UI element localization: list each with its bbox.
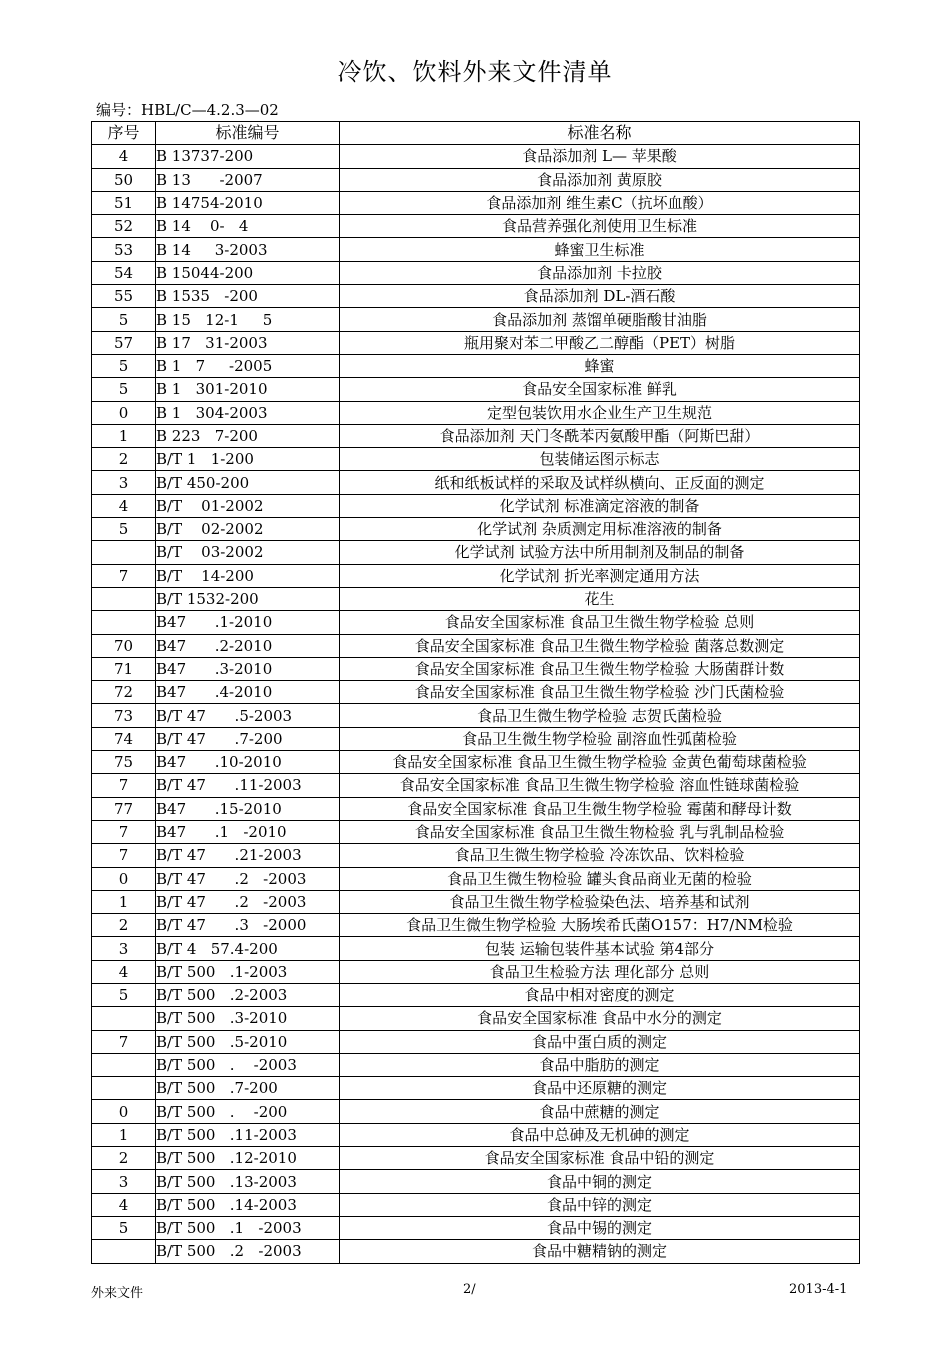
row-standard-name: 食品营养强化剂使用卫生标准 (340, 215, 860, 238)
table-row (92, 541, 860, 564)
table-row (92, 983, 860, 1006)
table-row (92, 354, 860, 377)
row-standard-name: 蜂蜜卫生标准 (340, 238, 860, 261)
row-standard-number: B/T 47 .2 -2003 (156, 890, 340, 913)
table-row (92, 914, 860, 937)
footer-date: 2013-4-1 (789, 1282, 848, 1297)
table-row (92, 424, 860, 447)
row-standard-name: 食品中总砷及无机砷的测定 (340, 1123, 860, 1146)
table-row (92, 820, 860, 843)
row-seq: 5 (92, 1216, 156, 1239)
row-seq: 3 (92, 937, 156, 960)
row-seq: 1 (92, 1123, 156, 1146)
table-row (92, 1030, 860, 1053)
row-seq: 4 (92, 145, 156, 168)
row-standard-name: 食品卫生微生物学检验 副溶血性弧菌检验 (340, 727, 860, 750)
table-row (92, 1170, 860, 1193)
row-standard-name: 瓶用聚对苯二甲酸乙二醇酯（PET）树脂 (340, 331, 860, 354)
row-standard-name: 包装 运输包装件基本试验 第4部分 (340, 937, 860, 960)
row-standard-number: B47 .2-2010 (156, 634, 340, 657)
document-list-table (91, 121, 860, 1264)
header-standard-name: 标准名称 (340, 122, 860, 145)
table-row (92, 518, 860, 541)
table-row (92, 751, 860, 774)
row-seq: 7 (92, 564, 156, 587)
row-seq: 5 (92, 354, 156, 377)
row-standard-name: 蜂蜜 (340, 354, 860, 377)
table-row (92, 471, 860, 494)
table-row (92, 331, 860, 354)
row-standard-number: B 14 3-2003 (156, 238, 340, 261)
page-title: 冷饮、饮料外来文件清单 (337, 58, 613, 86)
row-standard-number: B/T 500 .1-2003 (156, 960, 340, 983)
row-standard-name: 食品中糖精钠的测定 (340, 1240, 860, 1263)
row-standard-number: B/T 500 .7-200 (156, 1077, 340, 1100)
row-seq: 72 (92, 681, 156, 704)
table-row (92, 238, 860, 261)
row-standard-name: 食品安全国家标准 食品卫生微生物学检验 金黄色葡萄球菌检验 (340, 751, 860, 774)
row-standard-name: 食品卫生检验方法 理化部分 总则 (340, 960, 860, 983)
row-standard-name: 包装储运图示标志 (340, 448, 860, 471)
document-code: 编号：HBL/C—4.2.3—02 (96, 101, 279, 119)
row-standard-name: 化学试剂 杂质测定用标准溶液的制备 (340, 518, 860, 541)
row-standard-name: 食品中脂肪的测定 (340, 1053, 860, 1076)
table-row (92, 704, 860, 727)
row-seq (92, 587, 156, 610)
table-row (92, 727, 860, 750)
row-standard-number: B/T 47 .7-200 (156, 727, 340, 750)
header-seq: 序号 (92, 122, 156, 145)
table-row (92, 401, 860, 424)
row-seq: 0 (92, 867, 156, 890)
row-standard-number: B/T 1 1-200 (156, 448, 340, 471)
row-standard-number: B/T 01-2002 (156, 494, 340, 517)
header-standard-number: 标准编号 (156, 122, 340, 145)
row-seq: 4 (92, 1193, 156, 1216)
row-seq: 7 (92, 1030, 156, 1053)
row-standard-number: B/T 47 .2 -2003 (156, 867, 340, 890)
row-standard-number: B/T 500 .2-2003 (156, 983, 340, 1006)
table-row (92, 1147, 860, 1170)
row-seq: 0 (92, 401, 156, 424)
table-row (92, 448, 860, 471)
table-row (92, 774, 860, 797)
row-standard-name: 食品添加剂 DL-酒石酸 (340, 285, 860, 308)
table-row (92, 1123, 860, 1146)
row-standard-name: 食品中铜的测定 (340, 1170, 860, 1193)
row-seq: 3 (92, 471, 156, 494)
table-row (92, 657, 860, 680)
row-standard-name: 食品安全国家标准 食品中铅的测定 (340, 1147, 860, 1170)
row-standard-number: B/T 4 57.4-200 (156, 937, 340, 960)
row-seq: 7 (92, 820, 156, 843)
table-row (92, 145, 860, 168)
row-standard-name: 食品安全国家标准 食品卫生微生物检验 乳与乳制品检验 (340, 820, 860, 843)
row-standard-number: B 13737-200 (156, 145, 340, 168)
row-seq (92, 1240, 156, 1263)
row-seq: 5 (92, 308, 156, 331)
table-row (92, 937, 860, 960)
row-standard-name: 食品安全国家标准 食品中水分的测定 (340, 1007, 860, 1030)
row-standard-name: 食品添加剂 黄原胶 (340, 168, 860, 191)
row-standard-name: 食品安全国家标准 食品卫生微生物学检验 溶血性链球菌检验 (340, 774, 860, 797)
row-seq: 4 (92, 960, 156, 983)
row-standard-number: B/T 500 .1 -2003 (156, 1216, 340, 1239)
table-body (92, 145, 860, 1263)
row-standard-name: 食品安全国家标准 鲜乳 (340, 378, 860, 401)
row-seq: 2 (92, 1147, 156, 1170)
table-row (92, 215, 860, 238)
row-standard-name: 食品中蔗糖的测定 (340, 1100, 860, 1123)
row-seq: 55 (92, 285, 156, 308)
row-standard-name: 食品安全国家标准 食品卫生微生物学检验 大肠菌群计数 (340, 657, 860, 680)
row-seq: 1 (92, 424, 156, 447)
table-row (92, 564, 860, 587)
row-standard-number: B47 .4-2010 (156, 681, 340, 704)
row-standard-name: 食品中蛋白质的测定 (340, 1030, 860, 1053)
table-row (92, 797, 860, 820)
row-seq: 74 (92, 727, 156, 750)
row-seq: 7 (92, 774, 156, 797)
table-row (92, 844, 860, 867)
row-seq: 77 (92, 797, 156, 820)
row-standard-number: B47 .3-2010 (156, 657, 340, 680)
row-standard-number: B/T 02-2002 (156, 518, 340, 541)
row-standard-name: 食品安全国家标准 食品卫生微生物学检验 霉菌和酵母计数 (340, 797, 860, 820)
row-standard-name: 食品安全国家标准 食品卫生微生物学检验 沙门氏菌检验 (340, 681, 860, 704)
row-standard-number: B 1 301-2010 (156, 378, 340, 401)
table-row (92, 611, 860, 634)
table-row (92, 960, 860, 983)
table-row (92, 378, 860, 401)
row-standard-number: B/T 500 . -2003 (156, 1053, 340, 1076)
row-standard-number: B/T 500 . -200 (156, 1100, 340, 1123)
row-seq: 4 (92, 494, 156, 517)
row-seq: 75 (92, 751, 156, 774)
row-standard-number: B 15044-200 (156, 261, 340, 284)
row-standard-name: 食品中锌的测定 (340, 1193, 860, 1216)
table-row (92, 1077, 860, 1100)
table-row (92, 587, 860, 610)
row-standard-name: 花生 (340, 587, 860, 610)
row-standard-number: B47 .15-2010 (156, 797, 340, 820)
row-standard-number: B/T 500 .14-2003 (156, 1193, 340, 1216)
row-seq: 0 (92, 1100, 156, 1123)
table-row (92, 285, 860, 308)
table-row (92, 168, 860, 191)
row-seq: 2 (92, 914, 156, 937)
row-standard-name: 食品中锡的测定 (340, 1216, 860, 1239)
table-row (92, 634, 860, 657)
row-standard-number: B/T 500 .5-2010 (156, 1030, 340, 1053)
table-header-row (92, 122, 860, 145)
row-seq: 57 (92, 331, 156, 354)
table-row (92, 1193, 860, 1216)
row-standard-name: 食品卫生微生物学检验 大肠埃希氏菌O157：H7/NM检验 (340, 914, 860, 937)
table-row (92, 1007, 860, 1030)
row-standard-number: B/T 500 .3-2010 (156, 1007, 340, 1030)
row-seq: 70 (92, 634, 156, 657)
row-standard-name: 食品添加剂 维生素C（抗坏血酸） (340, 191, 860, 214)
row-standard-name: 食品中相对密度的测定 (340, 983, 860, 1006)
row-seq: 1 (92, 890, 156, 913)
row-seq: 73 (92, 704, 156, 727)
table-row (92, 1240, 860, 1263)
row-standard-name: 食品添加剂 L— 苹果酸 (340, 145, 860, 168)
row-standard-number: B 13 -2007 (156, 168, 340, 191)
row-standard-name: 食品安全国家标准 食品卫生微生物学检验 菌落总数测定 (340, 634, 860, 657)
row-standard-name: 化学试剂 试验方法中所用制剂及制品的制备 (340, 541, 860, 564)
row-standard-name: 食品卫生微生物学检验染色法、培养基和试剂 (340, 890, 860, 913)
footer-label: 外来文件 (91, 1286, 144, 1301)
row-standard-number: B/T 14-200 (156, 564, 340, 587)
row-seq (92, 1077, 156, 1100)
row-standard-number: B 14 0- 4 (156, 215, 340, 238)
table-row (92, 1053, 860, 1076)
row-seq: 7 (92, 844, 156, 867)
row-seq (92, 541, 156, 564)
row-seq: 54 (92, 261, 156, 284)
row-standard-number: B 17 31-2003 (156, 331, 340, 354)
row-seq: 5 (92, 378, 156, 401)
row-standard-number: B/T 47 .11-2003 (156, 774, 340, 797)
table-row (92, 191, 860, 214)
row-standard-name: 食品添加剂 卡拉胶 (340, 261, 860, 284)
row-standard-number: B/T 450-200 (156, 471, 340, 494)
row-standard-number: B/T 47 .21-2003 (156, 844, 340, 867)
table-row (92, 308, 860, 331)
page-number: 2/ (463, 1282, 476, 1297)
row-seq: 5 (92, 518, 156, 541)
row-seq: 3 (92, 1170, 156, 1193)
row-seq (92, 1053, 156, 1076)
row-seq: 53 (92, 238, 156, 261)
row-standard-name: 食品安全国家标准 食品卫生微生物学检验 总则 (340, 611, 860, 634)
table-row (92, 890, 860, 913)
row-standard-name: 食品卫生微生物学检验 冷冻饮品、饮料检验 (340, 844, 860, 867)
row-seq (92, 611, 156, 634)
row-seq: 2 (92, 448, 156, 471)
row-standard-number: B/T 500 .12-2010 (156, 1147, 340, 1170)
row-standard-name: 定型包装饮用水企业生产卫生规范 (340, 401, 860, 424)
row-standard-number: B47 .1-2010 (156, 611, 340, 634)
row-seq: 71 (92, 657, 156, 680)
row-standard-number: B/T 47 .5-2003 (156, 704, 340, 727)
row-standard-name: 食品卫生微生物学检验 志贺氏菌检验 (340, 704, 860, 727)
row-standard-number: B 1 304-2003 (156, 401, 340, 424)
row-seq: 50 (92, 168, 156, 191)
row-standard-name: 食品添加剂 天门冬酰苯丙氨酸甲酯（阿斯巴甜） (340, 424, 860, 447)
row-seq: 51 (92, 191, 156, 214)
row-standard-number: B/T 500 .2 -2003 (156, 1240, 340, 1263)
row-standard-name: 食品卫生微生物检验 罐头食品商业无菌的检验 (340, 867, 860, 890)
row-standard-number: B 1 7 -2005 (156, 354, 340, 377)
row-standard-number: B 15 12-1 5 (156, 308, 340, 331)
table-row (92, 1100, 860, 1123)
row-standard-number: B/T 03-2002 (156, 541, 340, 564)
row-standard-number: B 14754-2010 (156, 191, 340, 214)
row-seq: 52 (92, 215, 156, 238)
table-row (92, 494, 860, 517)
row-standard-number: B/T 500 .13-2003 (156, 1170, 340, 1193)
row-seq (92, 1007, 156, 1030)
table-row (92, 1216, 860, 1239)
row-standard-number: B47 .10-2010 (156, 751, 340, 774)
row-standard-number: B/T 1532-200 (156, 587, 340, 610)
table-row (92, 867, 860, 890)
table-row (92, 261, 860, 284)
row-standard-name: 食品中还原糖的测定 (340, 1077, 860, 1100)
row-standard-name: 食品添加剂 蒸馏单硬脂酸甘油脂 (340, 308, 860, 331)
table-row (92, 681, 860, 704)
row-standard-number: B47 .1 -2010 (156, 820, 340, 843)
row-seq: 5 (92, 983, 156, 1006)
row-standard-name: 化学试剂 标准滴定溶液的制备 (340, 494, 860, 517)
row-standard-number: B 223 7-200 (156, 424, 340, 447)
row-standard-number: B/T 500 .11-2003 (156, 1123, 340, 1146)
row-standard-number: B/T 47 .3 -2000 (156, 914, 340, 937)
row-standard-number: B 1535 -200 (156, 285, 340, 308)
row-standard-name: 纸和纸板试样的采取及试样纵横向、正反面的测定 (340, 471, 860, 494)
row-standard-name: 化学试剂 折光率测定通用方法 (340, 564, 860, 587)
